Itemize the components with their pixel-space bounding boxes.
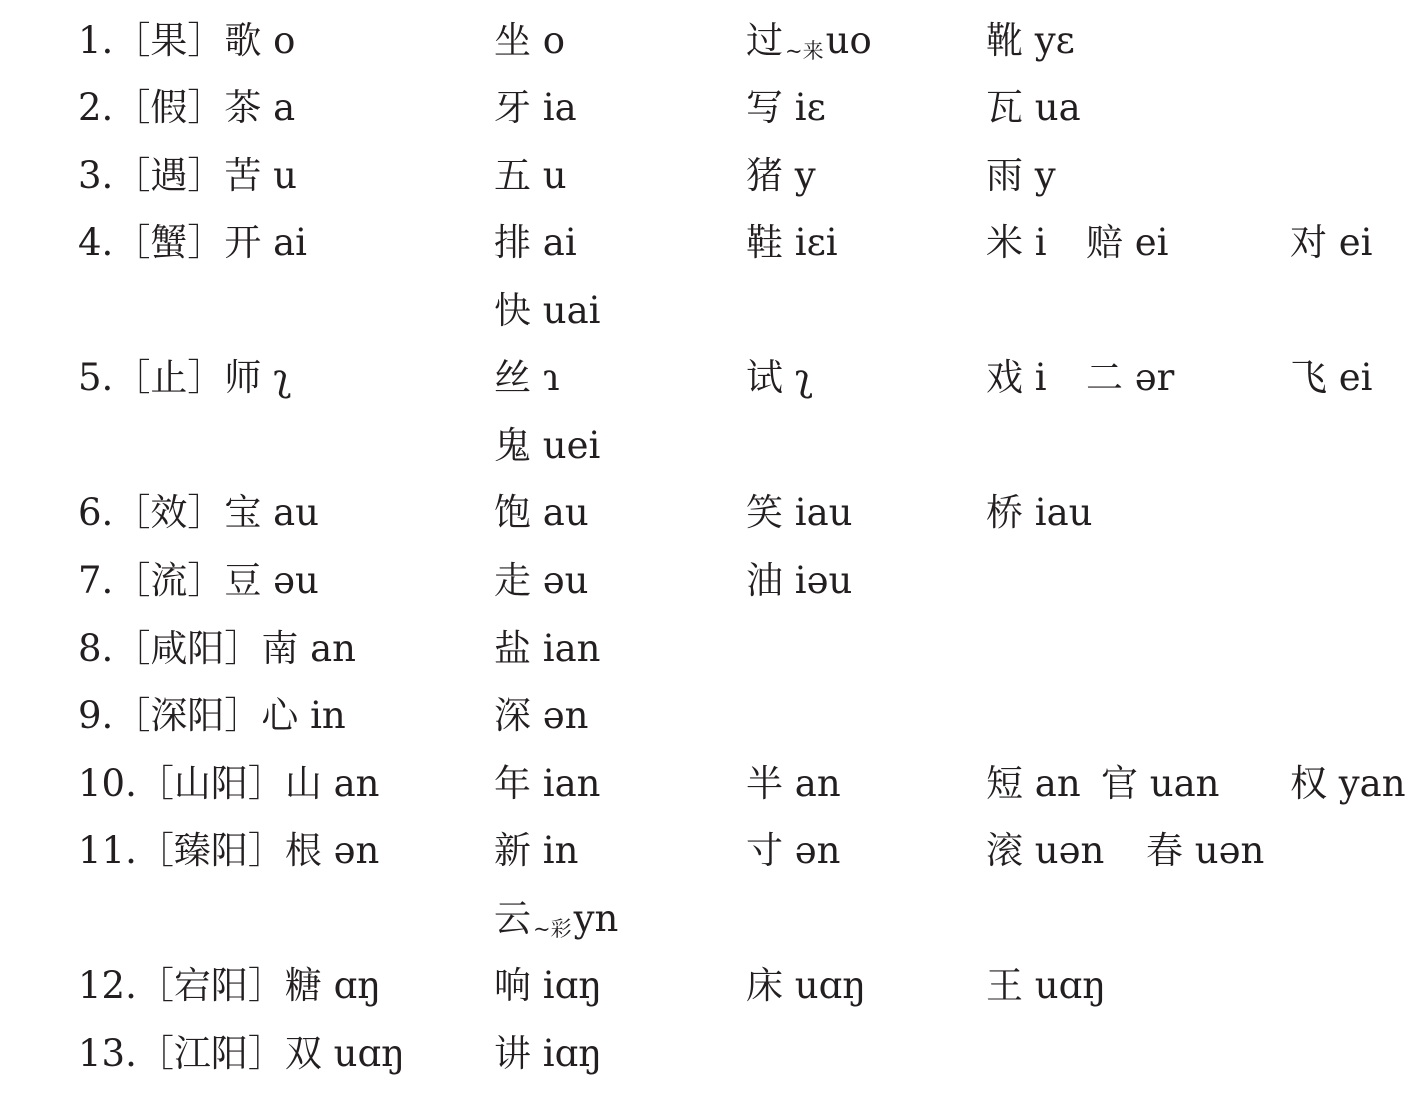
bracket-close: ］ <box>187 358 225 399</box>
row-label <box>78 559 319 602</box>
ipa-value: a <box>273 86 296 129</box>
row-number: 10. <box>78 762 137 805</box>
example-char: 靴 <box>986 19 1023 62</box>
ipa-value: u <box>542 154 567 197</box>
ipa-value: ʅ <box>794 356 813 399</box>
rhyme-group: 咸阳 <box>150 627 225 670</box>
example-char: 米 <box>986 221 1023 264</box>
row-label <box>78 491 319 534</box>
ipa-value: ai <box>542 221 577 264</box>
example-char: 牙 <box>494 86 531 129</box>
example-char: 瓦 <box>986 86 1023 129</box>
example-cell <box>494 221 577 264</box>
ipa-value: uɑŋ <box>794 964 867 1007</box>
row-label <box>78 356 292 399</box>
example-char: 王 <box>986 964 1023 1007</box>
rhyme-group: 流 <box>150 559 188 602</box>
usage-example: ~彩 <box>533 917 572 941</box>
bracket-close: ］ <box>247 831 285 872</box>
bracket-close: ］ <box>187 156 225 197</box>
rhyme-group: 止 <box>150 356 188 399</box>
example-char: 盐 <box>494 627 531 670</box>
row-label <box>78 964 382 1007</box>
row-number: 4. <box>78 221 114 264</box>
example-char: 响 <box>494 964 531 1007</box>
example-char: 双 <box>284 1032 322 1075</box>
rhyme-group: 江阳 <box>173 1032 248 1075</box>
bracket-close: ］ <box>187 223 225 264</box>
example-cell <box>1290 356 1373 399</box>
ipa-value: o <box>273 19 296 62</box>
example-char: 床 <box>746 964 783 1007</box>
bracket-open: ［ <box>136 1034 174 1075</box>
example-char: 笑 <box>746 491 783 534</box>
row-number: 11. <box>78 829 137 872</box>
ipa-value: iɛ <box>794 86 826 129</box>
ipa-value: ɿ <box>542 356 560 399</box>
ipa-value: ər <box>1134 356 1175 399</box>
bracket-open: ［ <box>113 156 151 197</box>
ipa-value: in <box>310 694 346 737</box>
example-char: 鬼 <box>494 424 531 467</box>
example-char: 歌 <box>224 19 262 62</box>
example-cell <box>494 964 603 1007</box>
example-cell <box>986 356 1047 399</box>
ipa-value: an <box>1034 762 1081 805</box>
ipa-value: uɑŋ <box>1034 964 1107 1007</box>
row-label <box>78 627 356 670</box>
example-char: 师 <box>224 356 262 399</box>
ipa-value: ʅ <box>273 356 292 399</box>
row-number: 9. <box>78 694 114 737</box>
example-cell <box>746 559 853 602</box>
example-char: 苦 <box>224 154 262 197</box>
example-cell <box>746 491 853 534</box>
row-number: 7. <box>78 559 114 602</box>
rhyme-group: 蟹 <box>150 221 188 264</box>
example-char: 开 <box>224 221 262 264</box>
example-char: 走 <box>494 559 531 602</box>
ipa-value: yan <box>1338 762 1406 805</box>
rhyme-group: 宕阳 <box>173 964 248 1007</box>
example-cell <box>1146 829 1265 872</box>
bracket-close: ］ <box>187 21 225 62</box>
ipa-value: uɑŋ <box>333 1032 405 1075</box>
example-cell <box>494 1032 603 1075</box>
example-char: 年 <box>494 762 531 805</box>
ipa-value: in <box>542 829 579 872</box>
ipa-value: i <box>1034 221 1047 264</box>
example-cell <box>1086 221 1169 264</box>
example-cell <box>746 221 838 264</box>
ipa-value: y <box>1034 154 1056 197</box>
example-char: 寸 <box>746 829 783 872</box>
bracket-close: ］ <box>247 966 285 1007</box>
bracket-open: ［ <box>113 88 151 129</box>
example-cell <box>494 356 560 399</box>
bracket-open: ［ <box>113 223 151 264</box>
rhyme-group: 效 <box>150 491 188 534</box>
example-char: 滚 <box>986 829 1023 872</box>
bracket-close: ］ <box>224 629 262 670</box>
ipa-value: ua <box>1034 86 1081 129</box>
example-char: 短 <box>986 762 1023 805</box>
example-cell <box>494 86 577 129</box>
example-cell <box>746 762 841 805</box>
example-char: 猪 <box>746 154 783 197</box>
example-char: 五 <box>494 154 531 197</box>
example-cell <box>494 424 601 467</box>
bracket-open: ［ <box>113 358 151 399</box>
ipa-value: an <box>310 627 356 670</box>
bracket-open: ［ <box>136 831 174 872</box>
example-cell <box>494 694 589 737</box>
example-cell <box>746 829 841 872</box>
ipa-value: ən <box>794 829 841 872</box>
row-number: 1. <box>78 19 114 62</box>
bracket-close: ］ <box>187 88 225 129</box>
example-cell <box>1086 356 1175 399</box>
ipa-value: ɑŋ <box>333 964 382 1007</box>
bracket-close: ］ <box>247 1034 285 1075</box>
row-label <box>78 694 346 737</box>
example-char: 桥 <box>986 491 1023 534</box>
bracket-close: ］ <box>187 561 225 602</box>
bracket-close: ］ <box>224 696 262 737</box>
bracket-close: ］ <box>247 764 285 805</box>
ipa-value: uan <box>1149 762 1220 805</box>
example-cell <box>986 86 1081 129</box>
example-cell <box>494 762 601 805</box>
example-char: 雨 <box>986 154 1023 197</box>
row-number: 12. <box>78 964 137 1007</box>
row-label <box>78 1032 405 1075</box>
bracket-open: ［ <box>113 696 151 737</box>
row-number: 8. <box>78 627 114 670</box>
example-char: 心 <box>261 694 299 737</box>
ipa-value: au <box>273 491 319 534</box>
example-char: 南 <box>261 627 299 670</box>
example-char: 新 <box>494 829 531 872</box>
bracket-open: ［ <box>136 966 174 1007</box>
ipa-value: uən <box>1034 829 1105 872</box>
ipa-value: uən <box>1194 829 1265 872</box>
example-char: 糖 <box>284 964 322 1007</box>
ipa-value: ian <box>542 762 601 805</box>
example-cell <box>746 356 813 399</box>
ipa-value: o <box>542 19 566 62</box>
example-cell <box>746 964 867 1007</box>
row-label <box>78 19 296 62</box>
example-cell <box>494 627 601 670</box>
ipa-value: uai <box>542 289 601 332</box>
ipa-value: ei <box>1338 356 1373 399</box>
example-cell <box>986 154 1056 197</box>
ipa-value: əu <box>273 559 319 602</box>
example-char: 快 <box>494 289 531 332</box>
ipa-value: ən <box>333 829 380 872</box>
row-label <box>78 829 380 872</box>
example-char: 试 <box>746 356 783 399</box>
example-char: 春 <box>1146 829 1183 872</box>
ipa-value: ei <box>1338 221 1373 264</box>
ipa-value: iəu <box>794 559 853 602</box>
example-char: 半 <box>746 762 783 805</box>
ipa-value: əu <box>542 559 589 602</box>
example-char: 讲 <box>494 1032 531 1075</box>
row-label <box>78 762 380 805</box>
bracket-close: ］ <box>187 493 225 534</box>
example-char: 坐 <box>494 19 531 62</box>
example-char: 排 <box>494 221 531 264</box>
bracket-open: ［ <box>113 493 151 534</box>
example-cell <box>986 762 1081 805</box>
example-char: 官 <box>1101 762 1138 805</box>
example-char: 云 <box>494 897 531 940</box>
example-cell <box>986 491 1093 534</box>
example-char: 丝 <box>494 356 531 399</box>
example-cell <box>494 154 567 197</box>
ipa-value: au <box>542 491 589 534</box>
example-char: 饱 <box>494 491 531 534</box>
ipa-value: an <box>333 762 380 805</box>
ipa-value: an <box>794 762 841 805</box>
bracket-open: ［ <box>113 21 151 62</box>
ipa-value: iɑŋ <box>542 964 603 1007</box>
ipa-value: uo <box>825 19 872 62</box>
example-cell <box>494 897 619 941</box>
row-number: 6. <box>78 491 114 534</box>
example-char: 赔 <box>1086 221 1123 264</box>
ipa-value: i <box>1034 356 1047 399</box>
example-cell <box>746 19 872 63</box>
ipa-value: ia <box>542 86 577 129</box>
rhyme-group: 假 <box>150 86 188 129</box>
ipa-value: yn <box>573 897 619 940</box>
bracket-open: ［ <box>136 764 174 805</box>
ipa-value: iau <box>1034 491 1093 534</box>
example-char: 豆 <box>224 559 262 602</box>
ipa-value: ei <box>1134 221 1169 264</box>
ipa-value: ian <box>542 627 601 670</box>
example-char: 山 <box>284 762 322 805</box>
rhyme-group: 臻阳 <box>173 829 248 872</box>
rhyme-group: 果 <box>150 19 188 62</box>
example-char: 鞋 <box>746 221 783 264</box>
example-cell <box>746 86 826 129</box>
bracket-open: ［ <box>113 561 151 602</box>
bracket-open: ［ <box>113 629 151 670</box>
rhyme-group: 山阳 <box>173 762 248 805</box>
example-cell <box>494 829 579 872</box>
example-cell <box>1101 762 1220 805</box>
example-char: 对 <box>1290 221 1327 264</box>
usage-example: ~来 <box>785 39 824 63</box>
example-cell <box>494 491 589 534</box>
ipa-value: iɑŋ <box>542 1032 603 1075</box>
example-char: 飞 <box>1290 356 1327 399</box>
example-cell <box>494 19 566 62</box>
row-number: 13. <box>78 1032 137 1075</box>
example-char: 写 <box>746 86 783 129</box>
example-cell <box>1290 762 1406 805</box>
ipa-value: iɛi <box>794 221 838 264</box>
example-char: 深 <box>494 694 531 737</box>
example-char: 戏 <box>986 356 1023 399</box>
example-cell <box>986 221 1047 264</box>
row-label <box>78 86 296 129</box>
rhyme-group: 遇 <box>150 154 188 197</box>
row-label <box>78 221 307 264</box>
row-number: 3. <box>78 154 114 197</box>
ipa-value: u <box>273 154 297 197</box>
ipa-value: ai <box>273 221 307 264</box>
example-char: 二 <box>1086 356 1123 399</box>
example-cell <box>1290 221 1373 264</box>
ipa-value: yɛ <box>1034 19 1075 62</box>
row-number: 2. <box>78 86 114 129</box>
example-char: 过 <box>746 19 783 62</box>
rhyme-group: 深阳 <box>150 694 225 737</box>
example-cell <box>746 154 816 197</box>
example-cell <box>494 559 589 602</box>
example-char: 权 <box>1290 762 1327 805</box>
ipa-value: ən <box>542 694 589 737</box>
example-char: 宝 <box>224 491 262 534</box>
ipa-value: y <box>794 154 816 197</box>
example-cell <box>986 964 1107 1007</box>
example-cell <box>986 19 1075 62</box>
example-char: 茶 <box>224 86 262 129</box>
ipa-value: iau <box>794 491 853 534</box>
example-char: 根 <box>284 829 322 872</box>
ipa-value: uei <box>542 424 601 467</box>
example-cell <box>494 289 601 332</box>
row-label <box>78 154 297 197</box>
row-number: 5. <box>78 356 114 399</box>
example-cell <box>986 829 1105 872</box>
example-char: 油 <box>746 559 783 602</box>
